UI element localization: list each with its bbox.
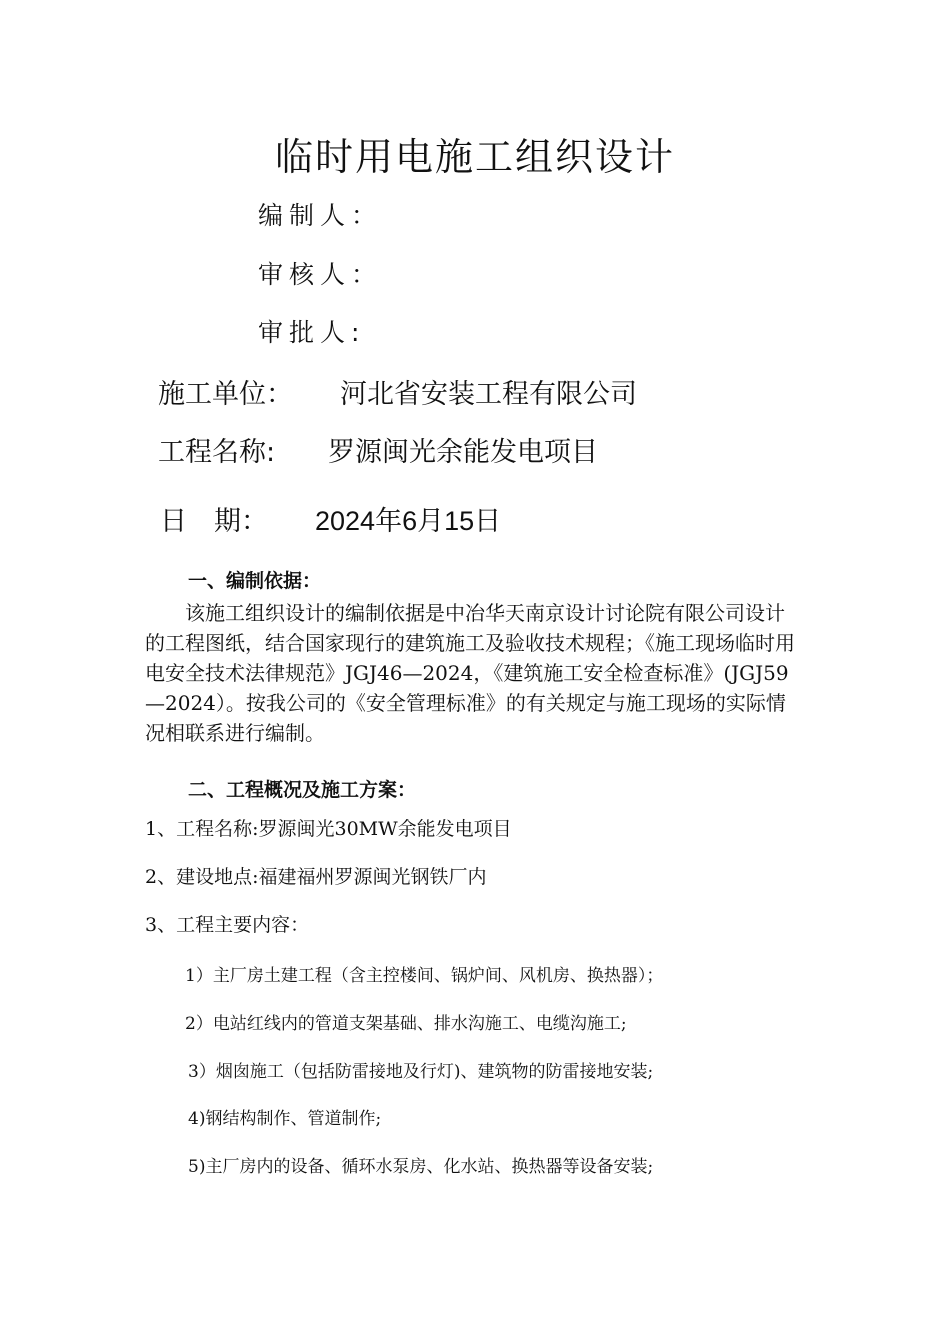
list-item: 2、建设地点:福建福州罗源闽光钢铁厂内 (145, 866, 487, 888)
project-name-value: 罗源闽光余能发电项目 (328, 437, 598, 468)
list-item: 3、工程主要内容： (145, 914, 310, 936)
sub-list-item: 2）电站红线内的管道支架基础、排水沟施工、电缆沟施工; (185, 1014, 627, 1034)
document-title: 临时用电施工组织设计 (274, 135, 675, 179)
project-name-label: 工程名称: (158, 437, 276, 468)
date-value: 2024年6月15日 (315, 506, 502, 536)
construction-unit-value: 河北省安装工程有限公司 (340, 379, 637, 410)
signature-compiler: 编制人： (258, 201, 383, 230)
signature-reviewer: 审核人： (258, 260, 383, 289)
sub-list-item: 4)钢结构制作、管道制作; (188, 1109, 382, 1129)
sub-list-item: 1）主厂房土建工程（含主控楼间、锅炉间、风机房、换热器）； (185, 966, 664, 986)
signature-approver: 审批人: (258, 318, 366, 347)
list-item: 1、工程名称:罗源闽光30MW余能发电项目 (145, 818, 512, 840)
section-heading-basis: 一、编制依据： (188, 570, 322, 592)
sub-list-item: 5)主厂房内的设备、循环水泵房、化水站、换热器等设备安装; (188, 1157, 654, 1177)
basis-paragraph: 该施工组织设计的编制依据是中冶华天南京设计讨论院有限公司设计的工程图纸，结合国家现行的建筑施工及验收技术规程；《施工现场临时用电安全技术法律规范》JGJ46—2024，《建筑施工安全检查标准》(JGJ59—2024）。按我公司的《安全管理标准》的有关规定与施工现场的实际情况相联系进行编制。 (145, 601, 795, 745)
sub-list-item: 3）烟囱施工（包括防雷接地及行灯)、建筑物的防雷接地安装; (188, 1062, 654, 1082)
date-label: 日 期： (160, 506, 268, 537)
section-heading-overview: 二、工程概况及施工方案： (188, 779, 417, 801)
construction-unit-label: 施工单位： (158, 379, 293, 410)
